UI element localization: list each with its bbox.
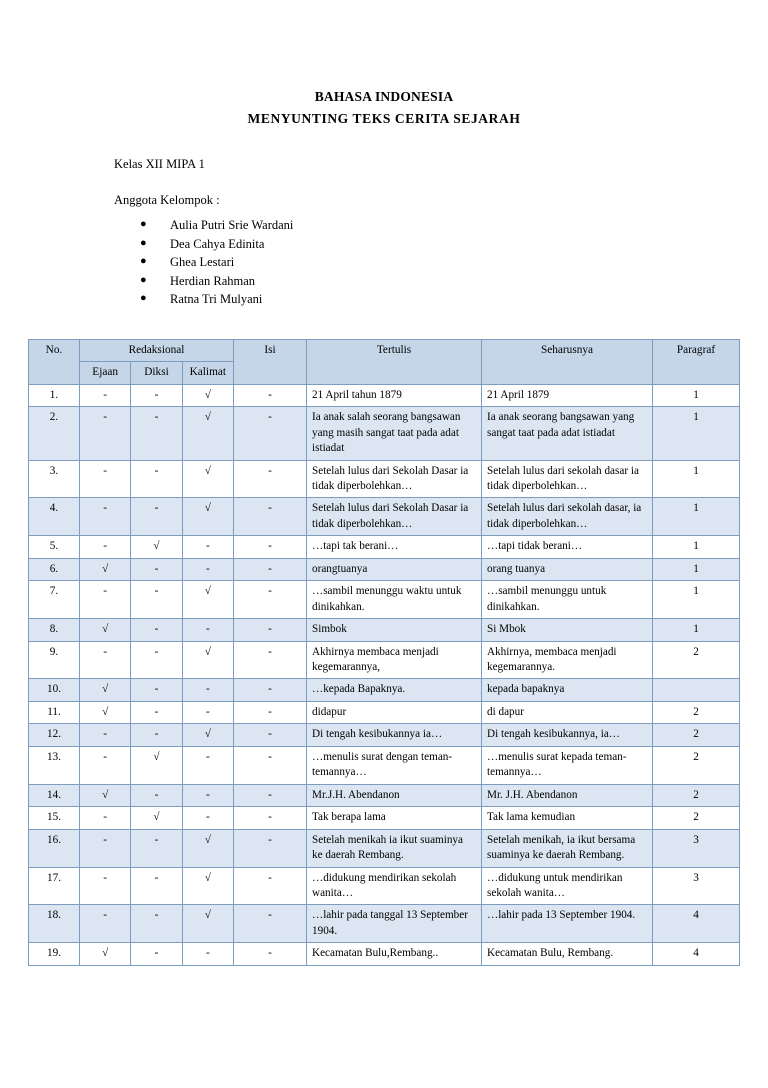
cell-no: 8. bbox=[29, 619, 80, 641]
cell-isi: - bbox=[234, 943, 307, 965]
cell-tertulis: …menulis surat dengan teman-temannya… bbox=[307, 746, 482, 784]
cell-no: 3. bbox=[29, 460, 80, 498]
cell-diksi: - bbox=[131, 498, 182, 536]
cell-kalimat: √ bbox=[182, 407, 233, 460]
document-meta bbox=[28, 155, 740, 211]
cell-kalimat: √ bbox=[182, 460, 233, 498]
member-name: Herdian Rahman bbox=[170, 273, 256, 288]
cell-kalimat: - bbox=[182, 807, 233, 829]
table-row bbox=[29, 905, 740, 943]
bullet-icon: ● bbox=[140, 273, 147, 286]
list-item bbox=[140, 235, 740, 254]
header-paragraf: Paragraf bbox=[653, 339, 740, 384]
cell-isi: - bbox=[234, 581, 307, 619]
bullet-icon: ● bbox=[140, 218, 147, 231]
member-name: Ghea Lestari bbox=[170, 255, 235, 270]
cell-ejaan: - bbox=[80, 641, 131, 679]
cell-diksi: - bbox=[131, 724, 182, 746]
cell-isi: - bbox=[234, 784, 307, 806]
cell-tertulis: Mr.J.H. Abendanon bbox=[307, 784, 482, 806]
cell-isi: - bbox=[234, 905, 307, 943]
cell-seharusnya: kepada bapaknya bbox=[482, 679, 653, 701]
cell-paragraf: 1 bbox=[653, 498, 740, 536]
cell-diksi: - bbox=[131, 641, 182, 679]
cell-kalimat: - bbox=[182, 558, 233, 580]
table-row bbox=[29, 619, 740, 641]
cell-diksi: - bbox=[131, 619, 182, 641]
cell-ejaan: √ bbox=[80, 619, 131, 641]
cell-isi: - bbox=[234, 701, 307, 723]
table-row bbox=[29, 384, 740, 406]
cell-kalimat: √ bbox=[182, 867, 233, 905]
cell-tertulis: …tapi tak berani… bbox=[307, 536, 482, 558]
cell-tertulis: …didukung mendirikan sekolah wanita… bbox=[307, 867, 482, 905]
cell-no: 14. bbox=[29, 784, 80, 806]
list-item bbox=[140, 290, 740, 309]
table-row bbox=[29, 536, 740, 558]
cell-kalimat: - bbox=[182, 943, 233, 965]
cell-seharusnya: Setelah lulus dari sekolah dasar, ia tidak diperbolehkan… bbox=[482, 498, 653, 536]
cell-isi: - bbox=[234, 536, 307, 558]
cell-paragraf: 3 bbox=[653, 829, 740, 867]
header-isi: Isi bbox=[234, 339, 307, 384]
cell-tertulis: 21 April tahun 1879 bbox=[307, 384, 482, 406]
list-item bbox=[140, 253, 740, 272]
table-row bbox=[29, 746, 740, 784]
cell-diksi: √ bbox=[131, 536, 182, 558]
cell-diksi: - bbox=[131, 701, 182, 723]
cell-diksi: √ bbox=[131, 746, 182, 784]
cell-paragraf: 1 bbox=[653, 536, 740, 558]
table-row bbox=[29, 943, 740, 965]
cell-tertulis: Setelah lulus dari Sekolah Dasar ia tidak diperbolehkan… bbox=[307, 498, 482, 536]
cell-paragraf: 4 bbox=[653, 943, 740, 965]
table-row bbox=[29, 724, 740, 746]
table-row bbox=[29, 701, 740, 723]
table-row bbox=[29, 581, 740, 619]
cell-kalimat: √ bbox=[182, 581, 233, 619]
table-body bbox=[29, 384, 740, 965]
cell-seharusnya: 21 April 1879 bbox=[482, 384, 653, 406]
cell-ejaan: √ bbox=[80, 679, 131, 701]
header-redaksional: Redaksional bbox=[80, 339, 234, 362]
cell-seharusnya: Kecamatan Bulu, Rembang. bbox=[482, 943, 653, 965]
cell-ejaan: √ bbox=[80, 701, 131, 723]
cell-tertulis: didapur bbox=[307, 701, 482, 723]
cell-ejaan: - bbox=[80, 498, 131, 536]
cell-paragraf: 2 bbox=[653, 807, 740, 829]
cell-diksi: - bbox=[131, 905, 182, 943]
cell-tertulis: Tak berapa lama bbox=[307, 807, 482, 829]
title-line-1: BAHASA INDONESIA bbox=[314, 89, 454, 104]
header-diksi: Diksi bbox=[131, 362, 182, 385]
cell-no: 1. bbox=[29, 384, 80, 406]
cell-isi: - bbox=[234, 867, 307, 905]
cell-no: 4. bbox=[29, 498, 80, 536]
cell-ejaan: - bbox=[80, 581, 131, 619]
member-list bbox=[28, 216, 740, 309]
table-row bbox=[29, 679, 740, 701]
cell-no: 18. bbox=[29, 905, 80, 943]
list-item bbox=[140, 272, 740, 291]
cell-tertulis: Kecamatan Bulu,Rembang.. bbox=[307, 943, 482, 965]
class-label: Kelas XII MIPA 1 bbox=[114, 156, 205, 171]
cell-seharusnya: Mr. J.H. Abendanon bbox=[482, 784, 653, 806]
title-line-2: MENYUNTING TEKS CERITA SEJARAH bbox=[247, 111, 521, 127]
cell-ejaan: √ bbox=[80, 558, 131, 580]
cell-isi: - bbox=[234, 829, 307, 867]
table-header-row-1 bbox=[29, 339, 740, 362]
table-row bbox=[29, 829, 740, 867]
cell-kalimat: - bbox=[182, 619, 233, 641]
table-row bbox=[29, 558, 740, 580]
table-row bbox=[29, 807, 740, 829]
cell-seharusnya: Setelah menikah, ia ikut bersama suaminya ke daerah Rembang. bbox=[482, 829, 653, 867]
member-name: Aulia Putri Srie Wardani bbox=[170, 218, 294, 233]
header-no: No. bbox=[29, 339, 80, 384]
cell-paragraf: 1 bbox=[653, 581, 740, 619]
cell-ejaan: √ bbox=[80, 943, 131, 965]
cell-isi: - bbox=[234, 498, 307, 536]
cell-diksi: - bbox=[131, 829, 182, 867]
cell-no: 5. bbox=[29, 536, 80, 558]
cell-no: 13. bbox=[29, 746, 80, 784]
cell-no: 6. bbox=[29, 558, 80, 580]
cell-tertulis: Di tengah kesibukannya ia… bbox=[307, 724, 482, 746]
cell-kalimat: - bbox=[182, 746, 233, 784]
cell-seharusnya: Ia anak seorang bangsawan yang sangat taat pada adat istiadat bbox=[482, 407, 653, 460]
cell-no: 10. bbox=[29, 679, 80, 701]
editing-table bbox=[28, 339, 740, 966]
cell-no: 12. bbox=[29, 724, 80, 746]
cell-isi: - bbox=[234, 407, 307, 460]
cell-no: 17. bbox=[29, 867, 80, 905]
cell-paragraf: 4 bbox=[653, 905, 740, 943]
cell-paragraf: 1 bbox=[653, 619, 740, 641]
cell-paragraf: 1 bbox=[653, 460, 740, 498]
cell-kalimat: √ bbox=[182, 641, 233, 679]
cell-kalimat: √ bbox=[182, 384, 233, 406]
cell-ejaan: √ bbox=[80, 784, 131, 806]
cell-ejaan: - bbox=[80, 536, 131, 558]
header-seharusnya: Seharusnya bbox=[482, 339, 653, 384]
bullet-icon: ● bbox=[140, 236, 147, 249]
bullet-icon: ● bbox=[140, 255, 147, 268]
bullet-icon: ● bbox=[140, 292, 147, 305]
cell-seharusnya: …tapi tidak berani… bbox=[482, 536, 653, 558]
cell-kalimat: - bbox=[182, 784, 233, 806]
cell-isi: - bbox=[234, 619, 307, 641]
cell-seharusnya: Si Mbok bbox=[482, 619, 653, 641]
cell-kalimat: √ bbox=[182, 829, 233, 867]
cell-tertulis: orangtuanya bbox=[307, 558, 482, 580]
cell-isi: - bbox=[234, 746, 307, 784]
cell-no: 2. bbox=[29, 407, 80, 460]
cell-tertulis: Akhirnya membaca menjadi kegemarannya, bbox=[307, 641, 482, 679]
cell-paragraf bbox=[653, 679, 740, 701]
cell-ejaan: - bbox=[80, 807, 131, 829]
table-row bbox=[29, 784, 740, 806]
cell-ejaan: - bbox=[80, 867, 131, 905]
document-title bbox=[28, 86, 740, 131]
cell-seharusnya: orang tuanya bbox=[482, 558, 653, 580]
group-label: Anggota Kelompok : bbox=[114, 193, 220, 208]
cell-ejaan: - bbox=[80, 829, 131, 867]
cell-seharusnya: Akhirnya, membaca menjadi kegemarannya. bbox=[482, 641, 653, 679]
header-tertulis: Tertulis bbox=[307, 339, 482, 384]
cell-ejaan: - bbox=[80, 746, 131, 784]
cell-diksi: - bbox=[131, 558, 182, 580]
cell-diksi: - bbox=[131, 460, 182, 498]
cell-paragraf: 3 bbox=[653, 867, 740, 905]
cell-isi: - bbox=[234, 807, 307, 829]
member-name: Ratna Tri Mulyani bbox=[170, 292, 263, 307]
cell-seharusnya: …didukung untuk mendirikan sekolah wanita… bbox=[482, 867, 653, 905]
header-ejaan: Ejaan bbox=[80, 362, 131, 385]
header-kalimat: Kalimat bbox=[182, 362, 233, 385]
list-item bbox=[140, 216, 740, 235]
cell-no: 16. bbox=[29, 829, 80, 867]
cell-tertulis: Setelah menikah ia ikut suaminya ke daerah Rembang. bbox=[307, 829, 482, 867]
cell-isi: - bbox=[234, 724, 307, 746]
member-name: Dea Cahya Edinita bbox=[170, 236, 265, 251]
table-row bbox=[29, 867, 740, 905]
cell-isi: - bbox=[234, 641, 307, 679]
cell-no: 11. bbox=[29, 701, 80, 723]
cell-no: 9. bbox=[29, 641, 80, 679]
cell-paragraf: 1 bbox=[653, 384, 740, 406]
cell-diksi: - bbox=[131, 679, 182, 701]
cell-seharusnya: Tak lama kemudian bbox=[482, 807, 653, 829]
cell-isi: - bbox=[234, 384, 307, 406]
cell-kalimat: - bbox=[182, 679, 233, 701]
table-row bbox=[29, 498, 740, 536]
cell-tertulis: Setelah lulus dari Sekolah Dasar ia tidak diperbolehkan… bbox=[307, 460, 482, 498]
cell-isi: - bbox=[234, 558, 307, 580]
cell-paragraf: 2 bbox=[653, 641, 740, 679]
cell-seharusnya: Setelah lulus dari sekolah dasar ia tidak diperbolehkan… bbox=[482, 460, 653, 498]
cell-seharusnya: …menulis surat kepada teman-temannya… bbox=[482, 746, 653, 784]
cell-isi: - bbox=[234, 460, 307, 498]
cell-ejaan: - bbox=[80, 384, 131, 406]
table-row bbox=[29, 641, 740, 679]
cell-no: 15. bbox=[29, 807, 80, 829]
cell-paragraf: 1 bbox=[653, 558, 740, 580]
cell-diksi: - bbox=[131, 943, 182, 965]
cell-paragraf: 2 bbox=[653, 746, 740, 784]
cell-ejaan: - bbox=[80, 724, 131, 746]
cell-no: 7. bbox=[29, 581, 80, 619]
cell-seharusnya: Di tengah kesibukannya, ia… bbox=[482, 724, 653, 746]
cell-kalimat: - bbox=[182, 701, 233, 723]
table-head bbox=[29, 339, 740, 384]
cell-tertulis: Simbok bbox=[307, 619, 482, 641]
cell-ejaan: - bbox=[80, 407, 131, 460]
cell-kalimat: √ bbox=[182, 724, 233, 746]
cell-isi: - bbox=[234, 679, 307, 701]
cell-ejaan: - bbox=[80, 905, 131, 943]
cell-paragraf: 2 bbox=[653, 724, 740, 746]
cell-diksi: √ bbox=[131, 807, 182, 829]
cell-kalimat: √ bbox=[182, 498, 233, 536]
cell-diksi: - bbox=[131, 867, 182, 905]
cell-diksi: - bbox=[131, 581, 182, 619]
cell-no: 19. bbox=[29, 943, 80, 965]
cell-seharusnya: di dapur bbox=[482, 701, 653, 723]
table-row bbox=[29, 460, 740, 498]
cell-tertulis: …lahir pada tanggal 13 September 1904. bbox=[307, 905, 482, 943]
cell-seharusnya: …lahir pada 13 September 1904. bbox=[482, 905, 653, 943]
cell-ejaan: - bbox=[80, 460, 131, 498]
cell-paragraf: 2 bbox=[653, 701, 740, 723]
cell-paragraf: 1 bbox=[653, 407, 740, 460]
cell-seharusnya: …sambil menunggu untuk dinikahkan. bbox=[482, 581, 653, 619]
cell-tertulis: Ia anak salah seorang bangsawan yang masih sangat taat pada adat istiadat bbox=[307, 407, 482, 460]
cell-tertulis: …sambil menunggu waktu untuk dinikahkan. bbox=[307, 581, 482, 619]
table-row bbox=[29, 407, 740, 460]
cell-diksi: - bbox=[131, 384, 182, 406]
cell-diksi: - bbox=[131, 784, 182, 806]
cell-kalimat: - bbox=[182, 536, 233, 558]
cell-paragraf: 2 bbox=[653, 784, 740, 806]
cell-kalimat: √ bbox=[182, 905, 233, 943]
cell-tertulis: …kepada Bapaknya. bbox=[307, 679, 482, 701]
cell-diksi: - bbox=[131, 407, 182, 460]
